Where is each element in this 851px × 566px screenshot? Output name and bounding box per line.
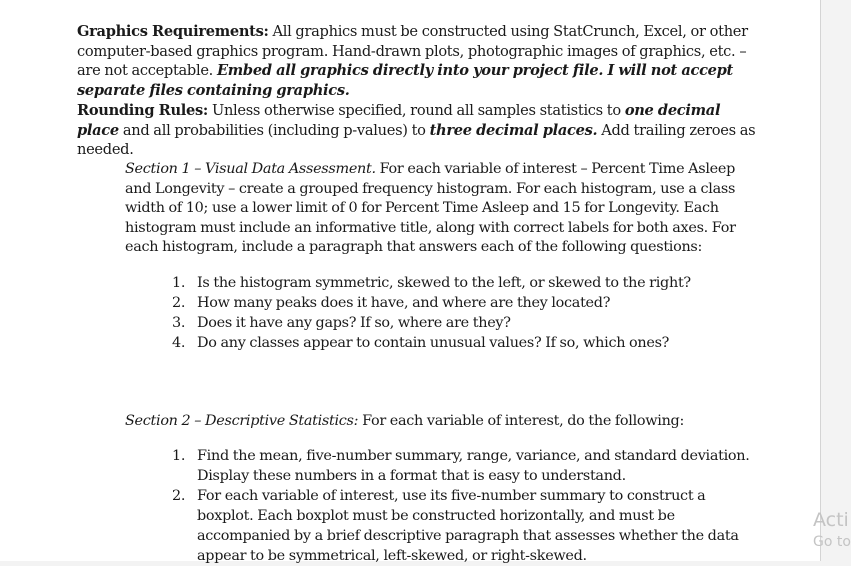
list-item-text: Does it have any gaps? If so, where are they? bbox=[197, 315, 511, 331]
list-number: 3. bbox=[172, 315, 186, 331]
rounding-rules-text-3: Add trailing zeroes as needed. bbox=[77, 121, 756, 158]
list-item bbox=[172, 333, 762, 353]
graphics-requirements-text: All graphics must be constructed using StatCrunch, Excel, or other computer-based graphics program. Hand-drawn plots, photographic images of graphics, etc. – are not acceptable. bbox=[77, 23, 748, 79]
list-number: 1. bbox=[172, 448, 186, 464]
section-2-title: Section 2 – Descriptive Statistics: bbox=[125, 413, 359, 429]
rounding-rules-text-1: Unless otherwise specified, round all samples statistics to bbox=[208, 102, 625, 119]
rounding-rules-emphasis-1: one decimal place bbox=[77, 102, 721, 139]
rounding-rules-text-2: and all probabilities (including p-values) to bbox=[118, 121, 430, 139]
section-2-task-list bbox=[172, 446, 762, 566]
list-item bbox=[172, 293, 762, 313]
activate-windows-watermark-title: Acti bbox=[813, 509, 849, 531]
list-item-text: Do any classes appear to contain unusual values? If so, which ones? bbox=[197, 335, 670, 351]
section-2-paragraph bbox=[125, 412, 755, 432]
list-item bbox=[172, 313, 762, 333]
section-1-title: Section 1 – Visual Data Assessment. bbox=[125, 161, 376, 177]
activate-windows-watermark-subtitle: Go to bbox=[813, 534, 851, 550]
rounding-rules-heading: Rounding Rules: bbox=[77, 102, 208, 119]
section-1-text: For each variable of interest – Percent Time Asleep and Longevity – create a grouped frequency histogram. For each histogram, use a class width of 10; use a lower limit of 0 for Percent Time Asleep and 15 for Longevity. Each histogram must include an informative title, along with correct labels for both axes. For each histogram, include a paragraph that answers each of the following questions: bbox=[125, 161, 736, 256]
list-item-text: Find the mean, five-number summary, range, variance, and standard deviation. Display these numbers in a format that is easy to understand. bbox=[197, 448, 750, 484]
list-item-text: Is the histogram symmetric, skewed to the left, or skewed to the right? bbox=[197, 275, 691, 291]
graphics-requirements-heading: Graphics Requirements: bbox=[77, 23, 269, 40]
list-item-text: How many peaks does it have, and where are they located? bbox=[197, 295, 611, 311]
window-gutter bbox=[821, 0, 845, 561]
section-1-paragraph bbox=[125, 160, 755, 258]
rounding-rules-emphasis-2: three decimal places. bbox=[429, 121, 598, 139]
list-item bbox=[172, 446, 762, 486]
section-2-text: For each variable of interest, do the following: bbox=[358, 413, 685, 429]
list-item bbox=[172, 486, 762, 566]
graphics-requirements-paragraph bbox=[77, 22, 757, 100]
list-number: 2. bbox=[172, 295, 186, 311]
section-1-question-list bbox=[172, 273, 762, 353]
list-item-text: For each variable of interest, use its five-number summary to construct a boxplot. Each boxplot must be constructed horizontally, and must be accompanied by a brief descriptive paragraph that assesses whether the data appear to be symmetrical, left-skewed, or right-skewed. bbox=[197, 488, 739, 564]
list-number: 2. bbox=[172, 488, 186, 504]
graphics-requirements-emphasis: Embed all graphics directly into your project file. I will not accept separate files containing graphics. bbox=[77, 62, 733, 99]
list-number: 4. bbox=[172, 335, 186, 351]
rounding-rules-paragraph bbox=[77, 101, 757, 160]
list-item bbox=[172, 273, 762, 293]
list-number: 1. bbox=[172, 275, 186, 291]
